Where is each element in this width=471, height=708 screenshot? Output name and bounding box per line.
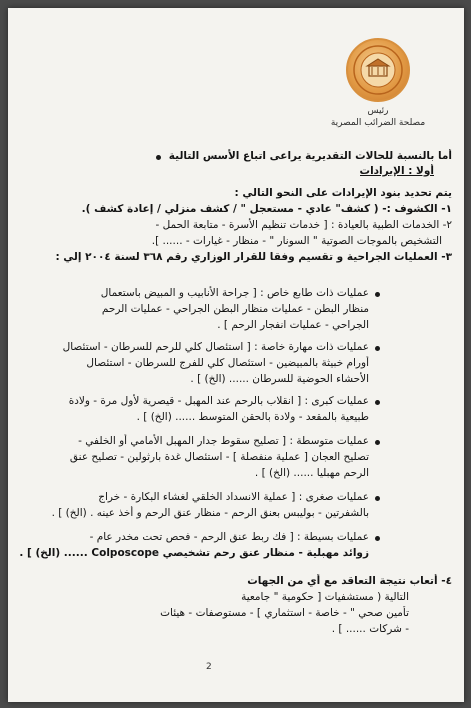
minor-operations-line-2: بالشفرتين - بوليبس بعنق الرحم - منظار عنق الرحم و أخذ عينه . (الخ) ] . <box>51 507 369 519</box>
bullet-icon <box>375 400 380 405</box>
header-title: رئيس <box>367 106 389 116</box>
bullet-icon <box>375 440 380 445</box>
tax-authority-seal-icon <box>346 38 410 102</box>
medium-operations-line-2: تصليح العجان [ عملية منفصلة ] - استئصال غدة بارثولين - تصليح عنق <box>69 451 369 463</box>
item-4-line-3: تأمين صحي " - خاصة - استثماري ] - مستوصفات - هيئات <box>160 607 409 619</box>
special-operations-line-1: عمليات ذات طابع خاص : [ جراحة الأنابيب و المبيض باستعمال <box>100 287 369 299</box>
skilled-operations-line-3: الأحشاء الحوضية للسرطان ...... (الخ) ] . <box>190 373 369 385</box>
section-heading-revenues: أولا : الإيرادات <box>359 165 434 177</box>
special-operations-line-2: منظار البطن - عمليات منظار البطن الجراحي - عمليات الرحم <box>101 303 369 315</box>
simple-operations-line-2: زوائد مهبلية - منظار عنق رحم تشخيصي Colposcope ...... (الخ) ] . <box>19 547 369 559</box>
page-number: 2 <box>206 662 212 672</box>
item-4-line-4: - شركات ...... ] . <box>331 623 409 635</box>
revenues-intro: يتم تحديد بنود الإيرادات على النحو التالي : <box>234 187 452 199</box>
bullet-icon <box>375 292 380 297</box>
bullet-icon <box>156 155 161 160</box>
item-2-line-1: ٢- الخدمات الطبية بالعيادة : [ خدمات تنظيم الأسرة - متابعة الحمل - <box>155 219 452 231</box>
section-intro: أما بالنسبة للحالات التقديرية يراعى اتباع الأسس التالية <box>168 150 452 162</box>
medium-operations-line-1: عمليات متوسطة : [ تصليح سقوط جدار المهبل الأمامي أو الخلفي - <box>78 435 369 447</box>
item-4-line-1: ٤- أتعاب نتيجة التعاقد مع أي من الجهات <box>247 575 452 587</box>
skilled-operations-line-1: عمليات ذات مهارة خاصة : [ استئصال كلي للرحم للسرطان - استئصال <box>62 341 369 353</box>
bullet-icon <box>375 346 380 351</box>
document-page <box>8 8 464 702</box>
item-1: ١- الكشوف :- ( كشف" عادي - مستعجل " / كشف منزلي / إعادة كشف ). <box>81 203 452 215</box>
item-4-line-2: التالية ( مستشفيات [ حكومية " جامعية <box>241 591 409 603</box>
bullet-icon <box>375 496 380 501</box>
special-operations-line-3: الجراحي - عمليات انفجار الرحم ] . <box>217 319 369 331</box>
major-operations-line-1: عمليات كبرى : [ انقلاب بالرحم عند المهبل - قيصرية لأول مرة - ولادة <box>68 395 369 407</box>
header-subtitle: مصلحة الضرائب المصرية <box>330 118 426 128</box>
simple-operations-line-1: عمليات بسيطة : [ فك ربط عنق الرحم - فحص تحت مخدر عام - <box>89 531 369 543</box>
bullet-icon <box>375 536 380 541</box>
item-3: ٣- العمليات الجراحية و تقسيم وفقا للقرار الوزاري رقم ٣٦٨ لسنة ٢٠٠٤ إلي : <box>55 251 452 263</box>
skilled-operations-line-2: أورام خبيثة بالمبيضين - استئصال كلي للفرج للسرطان - استئصال <box>86 357 369 369</box>
item-2-line-2: التشخيص بالموجات الصوتية " السونار " - منظار - غيارات - ...... ]. <box>151 235 442 247</box>
medium-operations-line-3: الرحم مهبليا ...... (الخ) ] . <box>254 467 369 479</box>
minor-operations-line-1: عمليات صغرى : [ عملية الانسداد الخلقي لغشاء البكارة - خراج <box>98 491 369 503</box>
major-operations-line-2: طبيعية بالمقعد - ولادة بالحقن المتوسط ...... (الخ) ] . <box>136 411 369 423</box>
